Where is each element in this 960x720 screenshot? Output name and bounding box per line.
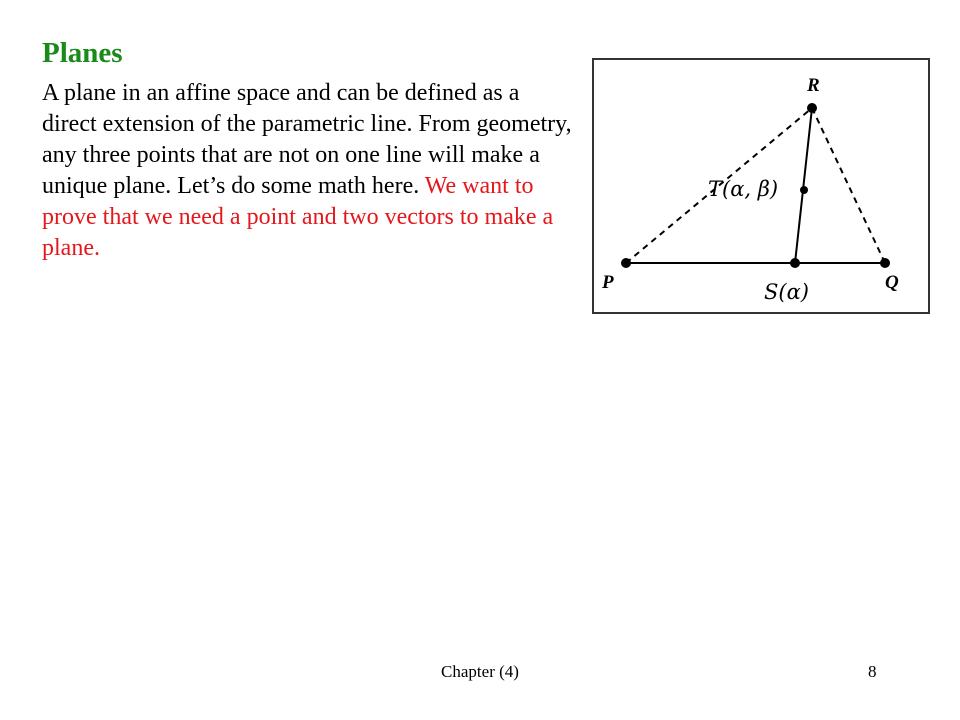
label-r: R [807, 75, 820, 96]
point-q [880, 258, 890, 268]
point-s [790, 258, 800, 268]
point-p [621, 258, 631, 268]
body-text-red: We want to prove that we need a point and two vectors to make a plane. [42, 173, 554, 261]
label-q: Q [885, 272, 899, 293]
point-t [800, 186, 808, 194]
point-r [807, 103, 817, 113]
label-p: P [602, 272, 614, 293]
plane-diagram [592, 58, 930, 314]
footer-chapter: Chapter (4) [441, 662, 519, 681]
footer-page-number: 8 [868, 662, 877, 681]
slide-title: Planes [42, 37, 123, 69]
label-t: T(α, β) [708, 177, 779, 201]
body-text-black: A plane in an affine space and can be defined as a direct extension of the parametric line. From geometry, any three points that are not on one line will make a unique plane. Let’s do some math here. [42, 80, 572, 199]
slide-body [42, 78, 572, 264]
label-s: S(α) [764, 280, 809, 304]
